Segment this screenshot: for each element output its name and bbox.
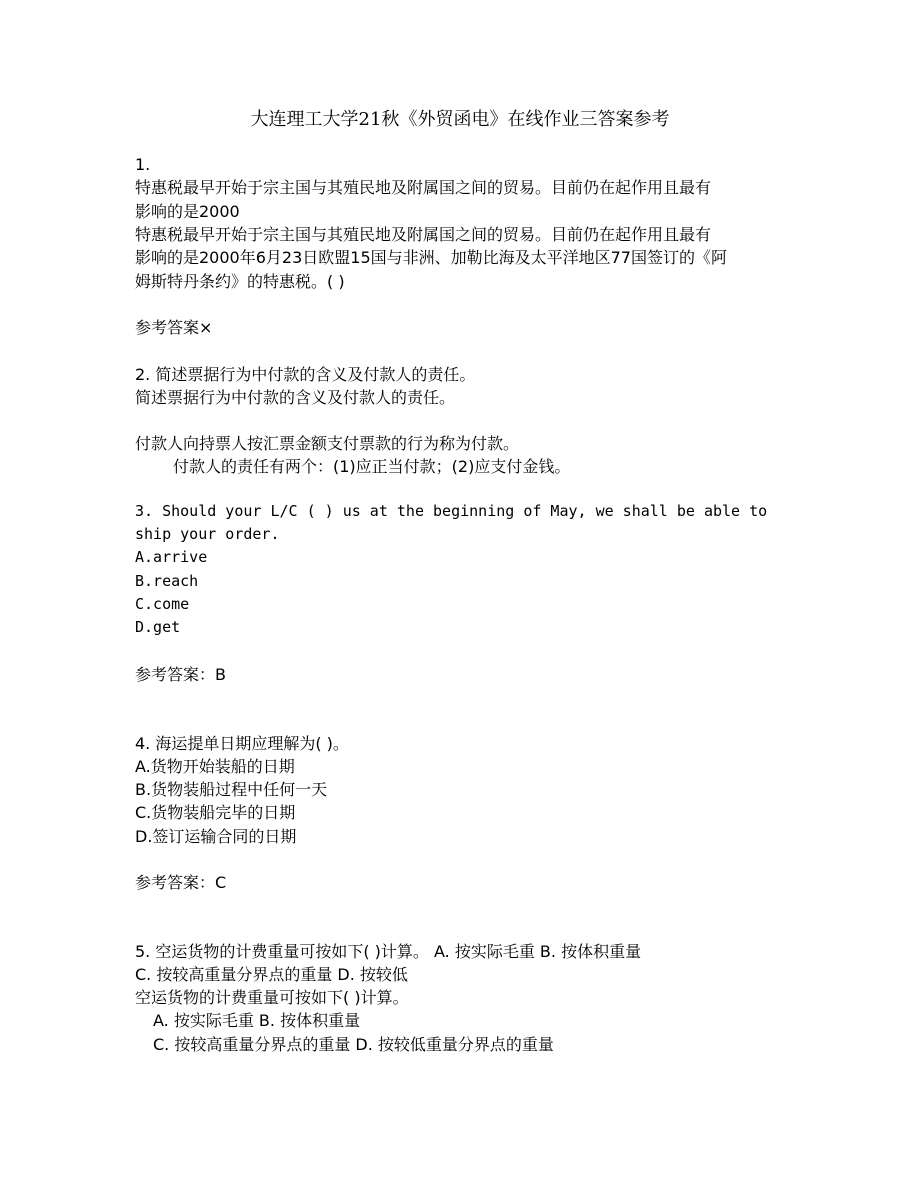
q3-option-c: C.come: [135, 595, 190, 613]
q4-answer: 参考答案：C: [135, 873, 227, 892]
q2-answer-line-2: 付款人的责任有两个：(1)应正当付款；(2)应支付金钱。: [173, 457, 571, 476]
q3-text-line-1: 3. Should your L/C ( ) us at the beginning of May, we shall be able to: [135, 502, 768, 520]
q5-text-line-5: C. 按较高重量分界点的重量 D. 按较低重量分界点的重量: [153, 1035, 554, 1054]
q5-text-line-1: 5. 空运货物的计费重量可按如下( )计算。 A. 按实际毛重 B. 按体积重量: [135, 942, 642, 961]
q5-text-line-4: A. 按实际毛重 B. 按体积重量: [153, 1011, 361, 1030]
q3-option-b: B.reach: [135, 572, 199, 590]
q3-option-a: A.arrive: [135, 548, 208, 566]
q4-option-b: B.货物装船过程中任何一天: [135, 780, 328, 799]
q4-option-c: C.货物装船完毕的日期: [135, 803, 296, 822]
q3-option-d: D.get: [135, 618, 181, 636]
q1-text-line-1: 特惠税最早开始于宗主国与其殖民地及附属国之间的贸易。目前仍在起作用且最有: [135, 178, 712, 197]
q4-text-line-1: 4. 海运提单日期应理解为( )。: [135, 734, 349, 753]
q4-option-d: D.签订运输合同的日期: [135, 827, 297, 846]
q1-text-line-3: 特惠税最早开始于宗主国与其殖民地及附属国之间的贸易。目前仍在起作用且最有: [135, 225, 712, 244]
q5-text-line-3: 空运货物的计费重量可按如下( )计算。: [135, 988, 409, 1007]
q3-text-line-2: ship your order.: [135, 525, 280, 543]
q1-text-line-4: 影响的是2000年6月23日欧盟15国与非洲、加勒比海及太平洋地区77国签订的《阿: [135, 248, 727, 267]
q2-answer-line-1: 付款人向持票人按汇票金额支付票款的行为称为付款。: [135, 434, 520, 453]
document-title: 大连理工大学21秋《外贸函电》在线作业三答案参考: [250, 109, 670, 130]
q1-answer: 参考答案×: [135, 318, 213, 337]
q5-text-line-2: C. 按较高重量分界点的重量 D. 按较低: [135, 965, 408, 984]
q4-option-a: A.货物开始装船的日期: [135, 757, 295, 776]
q1-number: 1.: [135, 155, 151, 174]
q2-text-line-2: 简述票据行为中付款的含义及付款人的责任。: [135, 388, 456, 407]
q2-text-line-1: 2. 简述票据行为中付款的含义及付款人的责任。: [135, 365, 476, 384]
q1-text-line-5: 姆斯特丹条约》的特惠税。( ): [135, 272, 345, 291]
q1-text-line-2: 影响的是2000: [135, 202, 240, 221]
q3-answer: 参考答案：B: [135, 665, 226, 684]
